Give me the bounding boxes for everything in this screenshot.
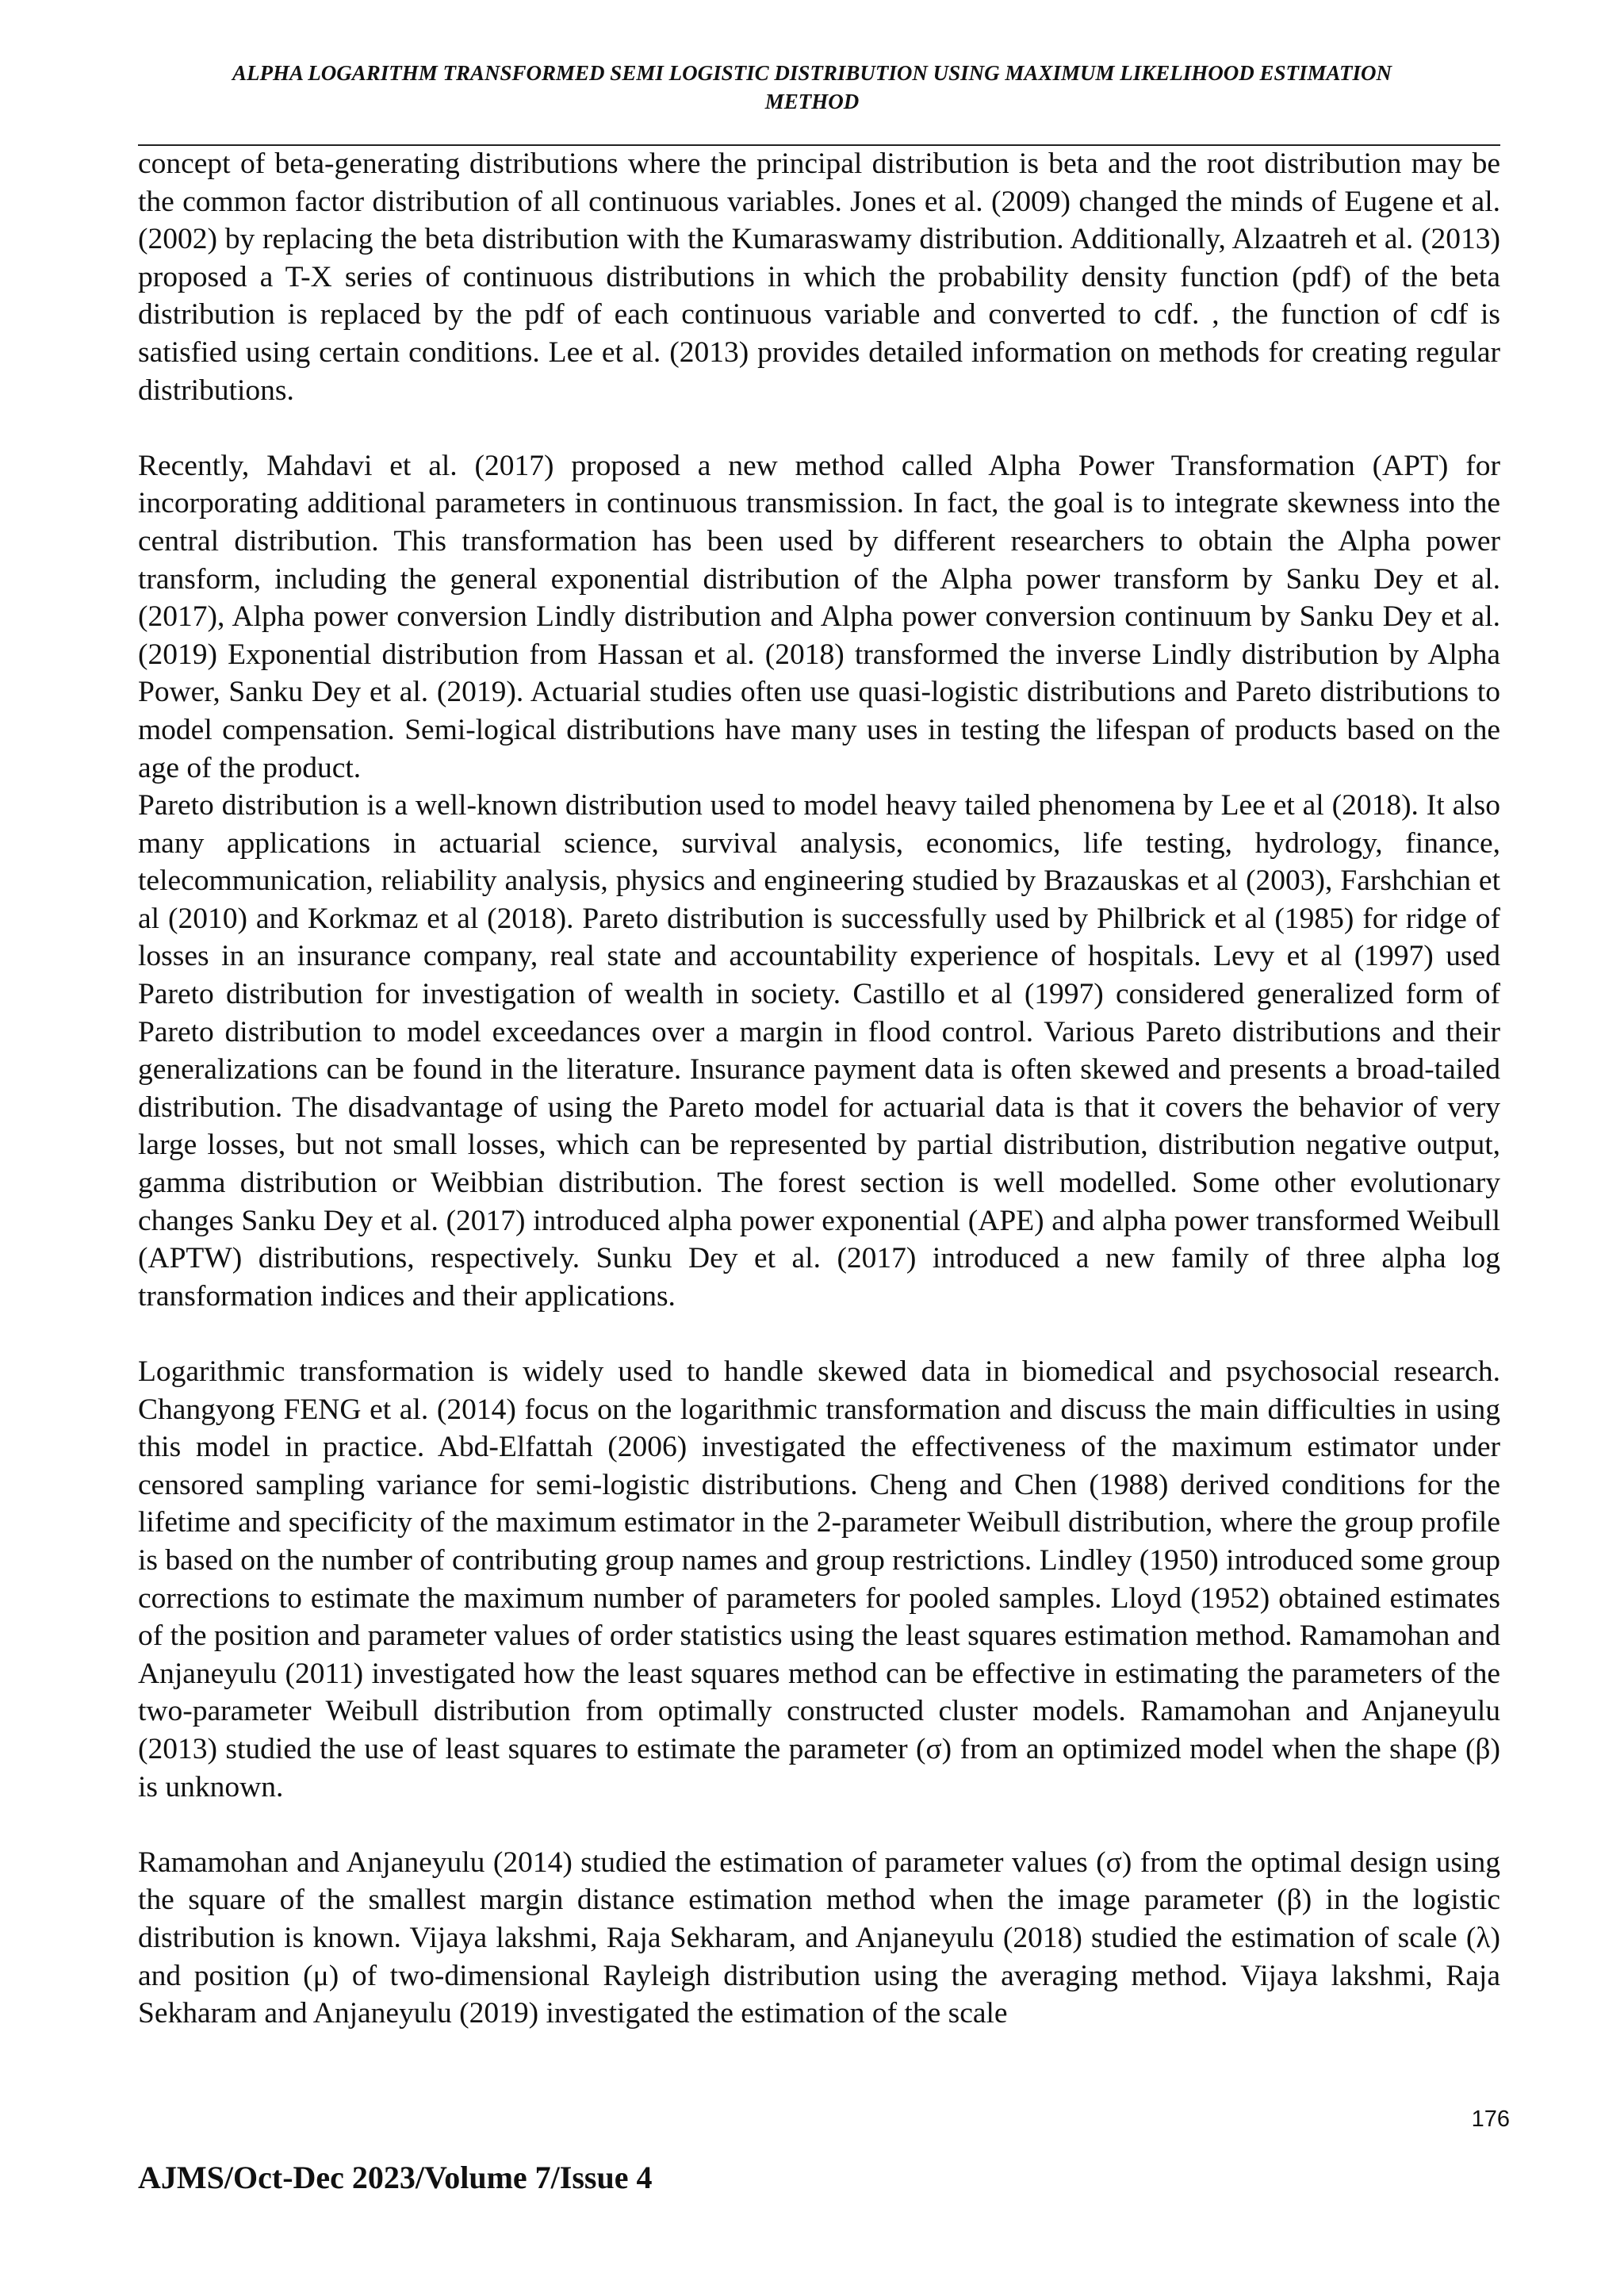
paragraph-alpha-power: Recently, Mahdavi et al. (2017) proposed a new method called Alpha Power Transformation (APT) for incorporating additional parameters in continuous transmission. In fact, the goal is to integrate skewness into the central distribution. This transformation has been used by different researchers to obtain the Alpha power transform, including the general exponential distribution of the Alpha power transform by Sanku Dey et al. (2017), Alpha power conversion Lindly distribution and Alpha power conversion continuum by Sanku Dey et al. (2019) Exponential distribution from Hassan et al. (2018) transformed the inverse Lindly distribution by Alpha Power, Sanku Dey et al. (2019). Actuarial studies often use quasi-logistic distributions and Pareto distributions to model compensation. Semi-logical distributions have many uses in testing the lifespan of products based on the age of the product. [138, 449, 1500, 784]
paragraph-ramamohan: Ramamohan and Anjaneyulu (2014) studied the estimation of parameter values (σ) from the optimal design using the square of the smallest margin distance estimation method when the image parameter (β) in the logistic distribution is known. Vijaya lakshmi, Raja Sekharam, and Anjaneyulu (2018) studied the estimation of scale (λ) and position (μ) of two-dimensional Rayleigh distribution using the averaging method. Vijaya lakshmi, Raja Sekharam and Anjaneyulu (2019) investigated the estimation of the scale [138, 1846, 1500, 2030]
paragraph-beta-generating: concept of beta-generating distributions where the principal distribution is beta and the root distribution may be the common factor distribution of all continuous variables. Jones et al. (2009) changed the minds of Eugene et al. (2002) by replacing the beta distribution with the Kumaraswamy distribution. Additionally, Alzaatreh et al. (2013) proposed a T-X series of continuous distributions in which the probability density function (pdf) of the beta distribution is replaced by the pdf of each continuous variable and converted to cdf. , the function of cdf is satisfied using certain conditions. Lee et al. (2013) provides detailed information on methods for creating regular distributions. [138, 148, 1500, 407]
paragraph-pareto: Pareto distribution is a well-known distribution used to model heavy tailed phenomena by Lee et al (2018). It also many applications in actuarial science, survival analysis, economics, life testing, hydrology, finance, telecommunication, reliability analysis, physics and engineering studied by Brazauskas et al (2003), Farshchian et al (2010) and Korkmaz et al (2018). Pareto distribution is successfully used by Philbrick et al (1985) for ridge of losses in an insurance company, real state and accountability experience of hospitals. Levy et al (1997) used Pareto distribution for investigation of wealth in society. Castillo et al (1997) considered generalized form of Pareto distribution to model exceedances over a margin in flood control. Various Pareto distributions and their generalizations can be found in the literature. Insurance payment data is often skewed and presents a broad-tailed distribution. The disadvantage of using the Pareto model for actuarial data is that it covers the behavior of very large losses, but not small losses, which can be represented by partial distribution, distribution negative output, gamma distribution or Weibbian distribution. The forest section is well modelled. Some other evolutionary changes Sanku Dey et al. (2017) introduced alpha power exponential (APE) and alpha power transformed Weibull (APTW) distributions, respectively. Sunku Dey et al. (2017) introduced a new family of three alpha log transformation indices and their applications. [138, 789, 1500, 1313]
paragraph-logarithmic: Logarithmic transformation is widely used to handle skewed data in biomedical and psychosocial research. Changyong FENG et al. (2014) focus on the logarithmic transformation and discuss the main difficulties in using this model in practice. Abd-Elfattah (2006) investigated the effectiveness of the maximum estimator under censored sampling variance for semi-logistic distributions. Cheng and Chen (1988) derived conditions for the lifetime and specificity of the maximum estimator in the 2-parameter Weibull distribution, where the group profile is based on the number of contributing group names and group restrictions. Lindley (1950) introduced some group corrections to estimate the maximum number of parameters for pooled samples. Lloyd (1952) obtained estimates of the position and parameter values of order statistics using the least squares estimation method. Ramamohan and Anjaneyulu (2011) investigated how the least squares method can be effective in estimating the parameters of the two-parameter Weibull distribution from optimally constructed cluster models. Ramamohan and Anjaneyulu (2013) studied the use of least squares to estimate the parameter (σ) from an optimized model when the shape (β) is unknown. [138, 1355, 1500, 1803]
article-body [138, 145, 1500, 2033]
running-header: ALPHA LOGARITHM TRANSFORMED SEMI LOGISTIC DISTRIBUTION USING MAXIMUM LIKELIHOOD ESTIMATION METHOD [232, 61, 1392, 113]
page-number: 176 [1471, 2106, 1510, 2132]
journal-footer: AJMS/Oct-Dec 2023/Volume 7/Issue 4 [138, 2160, 653, 2195]
